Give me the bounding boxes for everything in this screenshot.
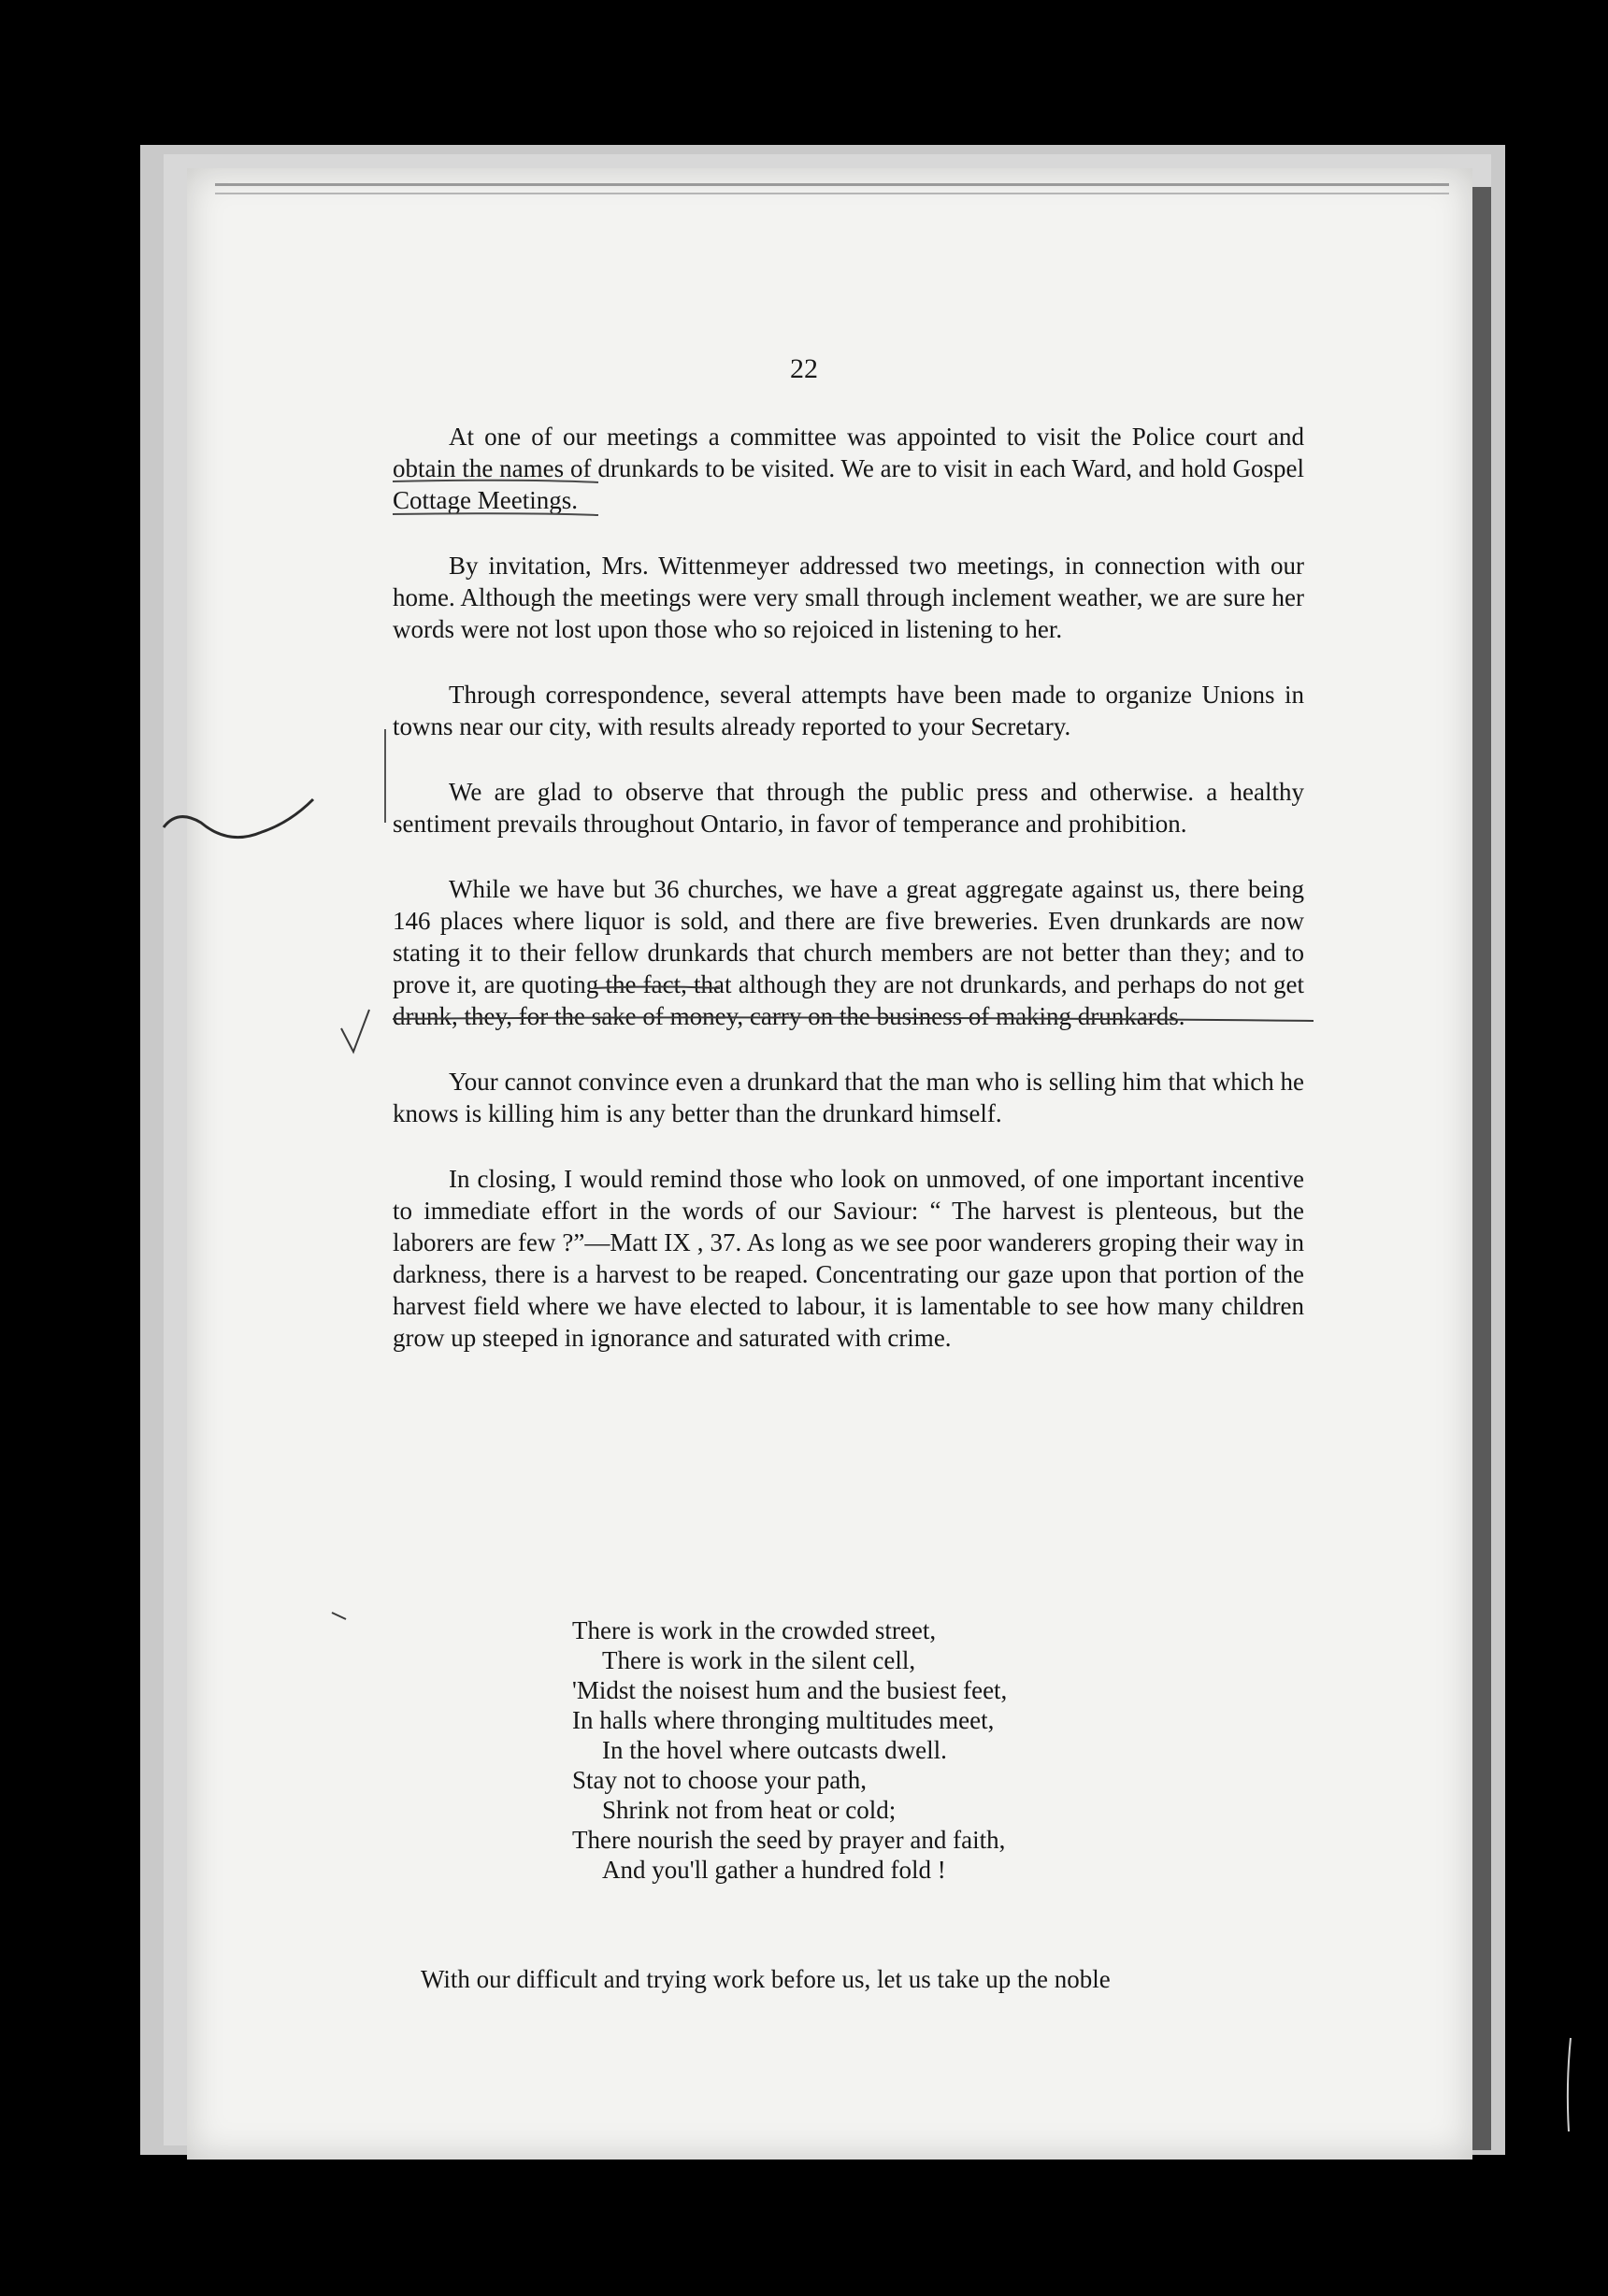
page-top-rule-secondary	[215, 193, 1449, 194]
page-edge-shadow	[1472, 187, 1491, 2150]
poem	[572, 1615, 1007, 1885]
paragraph-correspondence: Through correspondence, several attempts have been made to organize Unions in towns near our city, with results already reported to your Secretary.	[393, 681, 1304, 740]
poem-line: In halls where thronging multitudes meet,	[572, 1706, 995, 1734]
poem-line: 'Midst the noisest hum and the busiest feet,	[572, 1676, 1008, 1704]
poem-line: Stay not to choose your path,	[572, 1766, 867, 1794]
pencil-margin-mark	[1568, 2038, 1571, 2131]
page-top-rule	[215, 183, 1449, 186]
poem-line: There is work in the silent cell,	[602, 1646, 916, 1674]
body-text	[393, 421, 1304, 1387]
poem-line: There nourish the seed by prayer and faith,	[572, 1826, 1006, 1854]
closing-line: With our difficult and trying work before us, let us take up the noble	[421, 1965, 1111, 1993]
page-number: 22	[790, 353, 818, 384]
poem-line: In the hovel where outcasts dwell.	[602, 1736, 947, 1764]
poem-line: And you'll gather a hundred fold !	[602, 1856, 946, 1884]
paragraph-public-press: We are glad to observe that through the public press and otherwise. a healthy sentiment prevails throughout Ontario, in favor of temperance and prohibition.	[393, 778, 1304, 838]
poem-line: Shrink not from heat or cold;	[602, 1796, 897, 1824]
paragraph-convince: Your cannot convince even a drunkard that the man who is selling him that which he knows is killing him is any better than the drunkard himself.	[393, 1068, 1304, 1127]
poem-line: There is work in the crowded street,	[572, 1616, 937, 1644]
paragraph-committee: At one of our meetings a committee was appointed to visit the Police court and obtain the names of drunkards to be visited. We are to visit in each Ward, and hold Gospel Cottage Meetings.	[393, 423, 1304, 514]
paragraph-invitation: By invitation, Mrs. Wittenmeyer addressed two meetings, in connection with our home. Although the meetings were very small through inclement weather, we are sure her words were not lost upon those who so rejoiced in listening to her.	[393, 552, 1304, 643]
paragraph-churches: While we have but 36 churches, we have a great aggregate against us, there being 146 places where liquor is sold, and there are five breweries. Even drunkards are now stating it to their fellow drunkards that church members are not better than they; and to prove it, are quoting the fact, that although they are not drunkards, and perhaps do not get drunk, they, for the sake of money, carry on the business of making drunkards.	[393, 875, 1304, 1030]
paragraph-closing: In closing, I would remind those who look on unmoved, of one important incentive to immediate effort in the words of our Saviour: “ The harvest is plenteous, but the laborers are few ?”—Matt IX , 37. As long as we see poor wanderers groping their way in darkness, there is a harvest to be reaped. Concentrating our gaze upon that portion of the harvest field where we have elected to labour, it is lamentable to see how many children grow up steeped in ignorance and saturated with crime.	[393, 1165, 1304, 1352]
